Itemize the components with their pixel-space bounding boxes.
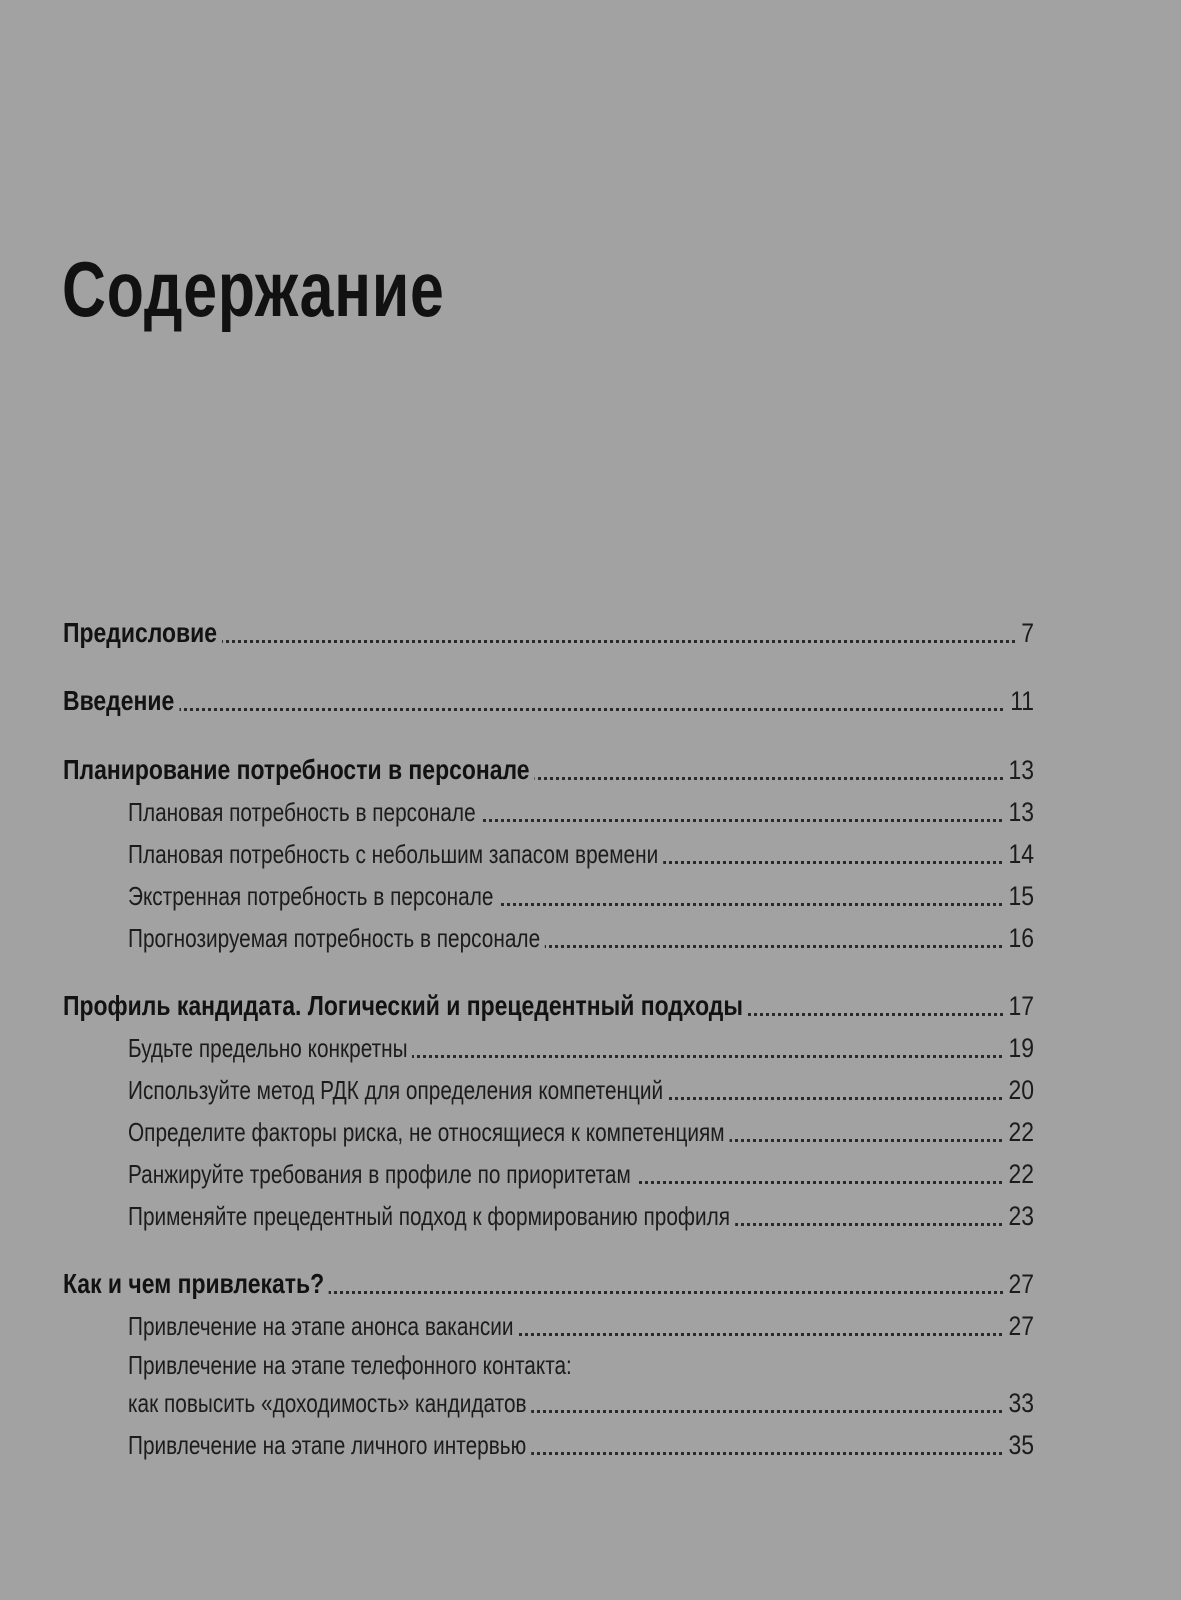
toc-entry-section[interactable] xyxy=(128,1073,1034,1107)
toc-entry-label: Привлечение на этапе личного интервью xyxy=(128,1428,531,1462)
toc-entry-page: 22 xyxy=(1003,1157,1034,1191)
toc-entry-label: Определите факторы риска, не относящиеся к компетенциям xyxy=(128,1115,729,1149)
toc-entry-label: Плановая потребность с небольшим запасом времени xyxy=(128,837,663,871)
toc-entry-label: Используйте метод РДК для определения компетенций xyxy=(128,1073,668,1107)
toc-entry-section[interactable] xyxy=(128,1115,1034,1149)
toc-entry-page: 23 xyxy=(1003,1199,1034,1233)
toc-entry-label: Применяйте прецедентный подход к формированию профиля xyxy=(128,1199,735,1233)
toc-entry-page: 27 xyxy=(1003,1309,1034,1343)
toc-entry-page: 16 xyxy=(1003,921,1034,955)
toc-entry-chapter-profile[interactable] xyxy=(63,989,1034,1023)
toc-entry-page: 20 xyxy=(1003,1073,1034,1107)
dot-leader xyxy=(63,708,1034,711)
toc-entry-preface[interactable] xyxy=(63,616,1034,650)
toc-entry-section[interactable] xyxy=(128,837,1034,871)
toc-entry-page: 19 xyxy=(1003,1031,1034,1065)
toc-entry-label: Экстренная потребность в персонале xyxy=(128,879,498,913)
toc-entry-page: 27 xyxy=(1003,1267,1034,1301)
toc-entry-label: Ранжируйте требования в профиле по приоритетам xyxy=(128,1157,636,1191)
toc-entry-label: Предисловие xyxy=(63,616,222,650)
toc-entry-section[interactable] xyxy=(128,1386,1034,1420)
toc-entry-page: 14 xyxy=(1003,837,1034,871)
toc-entry-label: Прогнозируемая потребность в персонале xyxy=(128,921,545,955)
toc-entry-chapter-planning[interactable] xyxy=(63,753,1034,787)
toc-entry-label: как повысить «доходимость» кандидатов xyxy=(128,1386,531,1420)
toc-entry-section[interactable] xyxy=(128,1309,1034,1343)
toc-entry-label: Введение xyxy=(63,684,179,718)
toc-entry-page: 15 xyxy=(1003,879,1034,913)
toc-entry-chapter-attraction[interactable] xyxy=(63,1267,1034,1301)
page-title: Содержание xyxy=(62,245,445,333)
toc-entry-page: 22 xyxy=(1003,1115,1034,1149)
toc-entry-page: 35 xyxy=(1003,1428,1034,1462)
toc-entry-label: Профиль кандидата. Логический и прецедентный подходы xyxy=(63,989,748,1023)
toc-entry-page: 11 xyxy=(1005,684,1034,718)
toc-entry-section[interactable] xyxy=(128,1157,1034,1191)
toc-entry-section[interactable] xyxy=(128,1428,1034,1462)
toc-entry-label: Как и чем привлекать? xyxy=(63,1267,329,1301)
toc-entry-introduction[interactable] xyxy=(63,684,1034,718)
toc-entry-section[interactable] xyxy=(128,921,1034,955)
toc-entry-section[interactable] xyxy=(128,1199,1034,1233)
toc-entry-label: Плановая потребность в персонале xyxy=(128,795,480,829)
toc-entry-section[interactable] xyxy=(128,879,1034,913)
toc-entry-page: 7 xyxy=(1016,616,1034,650)
toc-entry-page: 13 xyxy=(1003,753,1034,787)
toc-entry-first-line: Привлечение на этапе телефонного контакта: xyxy=(128,1350,572,1380)
toc-entry-page: 33 xyxy=(1003,1386,1034,1420)
toc-entry-page: 13 xyxy=(1003,795,1034,829)
table-of-contents xyxy=(63,0,1034,1600)
toc-entry-section[interactable] xyxy=(128,795,1034,829)
toc-entry-label: Привлечение на этапе анонса вакансии xyxy=(128,1309,518,1343)
toc-entry-page: 17 xyxy=(1003,989,1034,1023)
toc-entry-label: Будьте предельно конкретны xyxy=(128,1031,412,1065)
toc-entry-section[interactable] xyxy=(128,1031,1034,1065)
toc-entry-label: Планирование потребности в персонале xyxy=(63,753,535,787)
